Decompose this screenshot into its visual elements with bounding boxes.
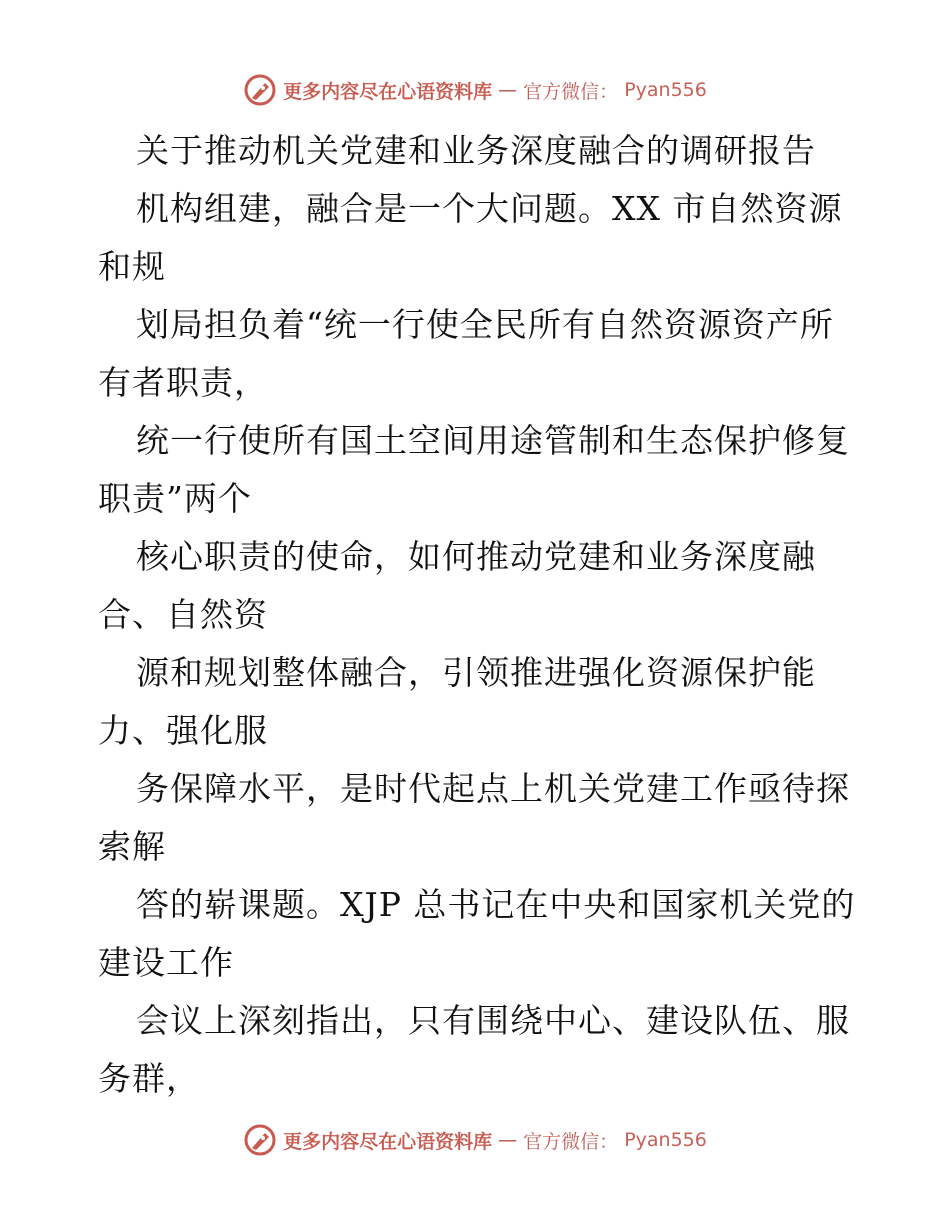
footer-banner-separator: — xyxy=(498,1129,518,1151)
footer-banner xyxy=(0,1120,950,1160)
document-line: 索解 xyxy=(98,827,166,866)
document-line: 会议上深刻指出，只有围绕中心、建设队伍、服 xyxy=(136,1001,850,1040)
pen-nib-logo-icon xyxy=(243,73,277,107)
header-banner-separator: — xyxy=(498,79,518,101)
header-banner xyxy=(0,70,950,110)
header-banner-content xyxy=(243,73,707,107)
header-banner-text: 更多内容尽在心语资料库 xyxy=(283,80,493,103)
document-line: 有者职责， xyxy=(98,363,268,402)
document-body xyxy=(98,122,858,1108)
document-line: 力、强化服 xyxy=(98,711,268,750)
footer-banner-text: 更多内容尽在心语资料库 xyxy=(283,1130,493,1153)
footer-banner-wechat-id: Pyan556 xyxy=(624,1129,707,1151)
document-line: 职责”两个 xyxy=(98,479,252,518)
header-banner-wechat-id: Pyan556 xyxy=(624,79,707,101)
document-line: 源和规划整体融合，引领推进强化资源保护能 xyxy=(136,653,816,692)
document-line: 和规 xyxy=(98,247,166,286)
document-line: 划局担负着“统一行使全民所有自然资源资产所 xyxy=(136,305,834,344)
footer-banner-wechat-label: 官方微信： xyxy=(523,1130,619,1153)
pen-nib-logo-icon xyxy=(243,1123,277,1157)
document-line: 核心职责的使命，如何推动党建和业务深度融 xyxy=(136,537,816,576)
document-line: 务群， xyxy=(98,1059,200,1098)
document-line: 务保障水平，是时代起点上机关党建工作亟待探 xyxy=(136,769,850,808)
document-title: 关于推动机关党建和业务深度融合的调研报告 xyxy=(136,131,816,170)
document-line: 建设工作 xyxy=(98,943,234,982)
document-line: 答的崭课题。XJP 总书记在中央和国家机关党的 xyxy=(136,885,856,924)
document-line: 机构组建，融合是一个大问题。XX 市自然资源 xyxy=(136,189,843,228)
document-line: 统一行使所有国土空间用途管制和生态保护修复 xyxy=(136,421,850,460)
document-line: 合、自然资 xyxy=(98,595,268,634)
footer-banner-content xyxy=(243,1123,707,1157)
header-banner-wechat-label: 官方微信： xyxy=(523,80,619,103)
